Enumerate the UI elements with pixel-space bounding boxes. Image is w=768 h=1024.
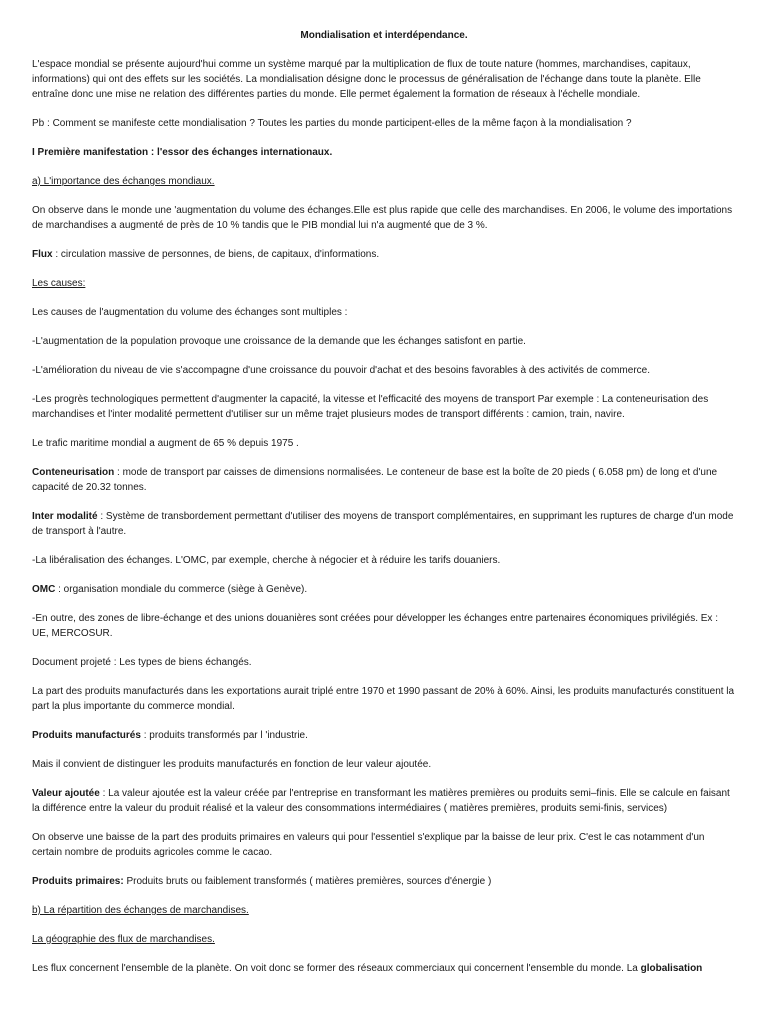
causes-paragraph: Les causes de l'augmentation du volume des échanges sont multiples : (32, 307, 348, 318)
flux-term: Flux (32, 249, 53, 260)
conteneurisation-term: Conteneurisation (32, 467, 115, 478)
document-projete-paragraph: Document projeté : Les types de biens échangés. (32, 657, 252, 668)
trafic-paragraph: Le trafic maritime mondial a augment de 65 % depuis 1975 . (32, 438, 299, 449)
valeur-ajoutee-definition (32, 786, 736, 816)
population-paragraph: -L'augmentation de la population provoque une croissance de la demande que les échanges satisfont en partie. (32, 336, 526, 347)
baisse-paragraph: On observe une baisse de la part des produits primaires en valeurs qui pour l'essentiel s'explique par la baisse de leur prix. C'est le cas notamment d'un certain nombre de produits agricoles comme le cacao. (32, 832, 705, 858)
produits-primaires-text: Produits bruts ou faiblement transformés ( matières premières, sources d'énergie ) (123, 876, 492, 887)
conteneurisation-definition (32, 465, 736, 495)
problematic-paragraph: Pb : Comment se manifeste cette mondialisation ? Toutes les parties du monde participent-elles de la même façon à la mondialisation ? (32, 118, 632, 129)
intermodalite-definition (32, 509, 736, 539)
omc-term: OMC (32, 584, 56, 595)
techno-paragraph: -Les progrès technologiques permettent d'augmenter la capacité, la vitesse et l'efficacité des moyens de transport Par exemple : La conteneurisation des marchandises et l'inter modalité permettent d'utiliser sur un même trajet plusieurs modes de transport différents : camion, train, navire. (32, 394, 709, 420)
omc-text: : organisation mondiale du commerce (siège à Genève). (55, 584, 308, 595)
section-b-heading: b) La répartition des échanges de marchandises. (32, 905, 249, 916)
geographie-heading: La géographie des flux de marchandises. (32, 934, 215, 945)
intermodalite-text: : Système de transbordement permettant d'utiliser des moyens de transport complémentaires, en supprimant les ruptures de charge d'un mode de transport à l'autre. (32, 511, 734, 537)
distinguer-paragraph: Mais il convient de distinguer les produits manufacturés en fonction de leur valeur ajoutée. (32, 759, 432, 770)
niveau-vie-paragraph: -L'amélioration du niveau de vie s'accompagne d'une croissance du pouvoir d'achat et des besoins favorables à des activités de commerce. (32, 365, 650, 376)
document-title: Mondialisation et interdépendance. (300, 30, 468, 41)
conteneurisation-text: : mode de transport par caisses de dimensions normalisées. Le conteneur de base est la boîte de 20 pieds ( 6.058 pm) de long et d'une capacité de 20.32 tonnes. (32, 467, 718, 493)
produits-primaires-term: Produits primaires: (32, 876, 124, 887)
flux-planete-text: Les flux concernent l'ensemble de la planète. On voit donc se former des réseaux commerciaux qui concernent l'ensemble du monde. La (32, 963, 641, 974)
manufactures-definition (32, 728, 736, 743)
zones-paragraph: -En outre, des zones de libre-échange et des unions douanières sont créées pour développer les échanges entre partenaires économiques privilégiés. Ex : UE, MERCOSUR. (32, 613, 718, 639)
valeur-ajoutee-term: Valeur ajoutée (32, 788, 100, 799)
section-a-heading: a) L'importance des échanges mondiaux. (32, 176, 215, 187)
causes-heading: Les causes: (32, 278, 86, 289)
observe-paragraph: On observe dans le monde une 'augmentation du volume des échanges.Elle est plus rapide que celle des marchandises. En 2006, le volume des importations de marchandises a augmenté de près de 10 % tandis que le PIB mondial lui n'a augmenté que de 3 %. (32, 205, 733, 231)
produits-primaires-definition (32, 874, 736, 889)
manufactures-text: : produits transformés par l 'industrie. (140, 730, 308, 741)
globalisation-term: globalisation (640, 963, 703, 974)
valeur-ajoutee-text: : La valeur ajoutée est la valeur créée par l'entreprise en transformant les matières premières ou produits semi–finis. Elle se calcule en faisant la différence entre la valeur du produit réalisé et la valeur des consommations intermédiaires ( matières premières, produits semi-finis, services) (32, 788, 730, 814)
intro-paragraph: L'espace mondial se présente aujourd'hui comme un système marqué par la multiplication de flux de toute nature (hommes, marchandises, capitaux, informations) qui ont des effets sur les sociétés. La mondialisation désigne donc le processus de généralisation de l'échange dans toute la planète. Elle entraîne donc une mise ne relation des différentes parties du monde. Elle permet également la formation de réseaux à l'échelle mondiale. (32, 59, 701, 100)
flux-text: : circulation massive de personnes, de biens, de capitaux, d'informations. (52, 249, 380, 260)
part-manufactures-paragraph: La part des produits manufacturés dans les exportations aurait triplé entre 1970 et 1990 passant de 20% à 60%. Ainsi, les produits manufacturés constituent la part la plus importante du commerce mondial. (32, 686, 735, 712)
part-one-heading: I Première manifestation : l'essor des échanges internationaux. (32, 147, 333, 158)
manufactures-term: Produits manufacturés (32, 730, 141, 741)
flux-planete-paragraph (32, 961, 736, 976)
omc-definition (32, 582, 736, 597)
flux-definition (32, 247, 736, 262)
liberalisation-paragraph: -La libéralisation des échanges. L'OMC, par exemple, cherche à négocier et à réduire les tarifs douaniers. (32, 555, 501, 566)
intermodalite-term: Inter modalité (32, 511, 98, 522)
